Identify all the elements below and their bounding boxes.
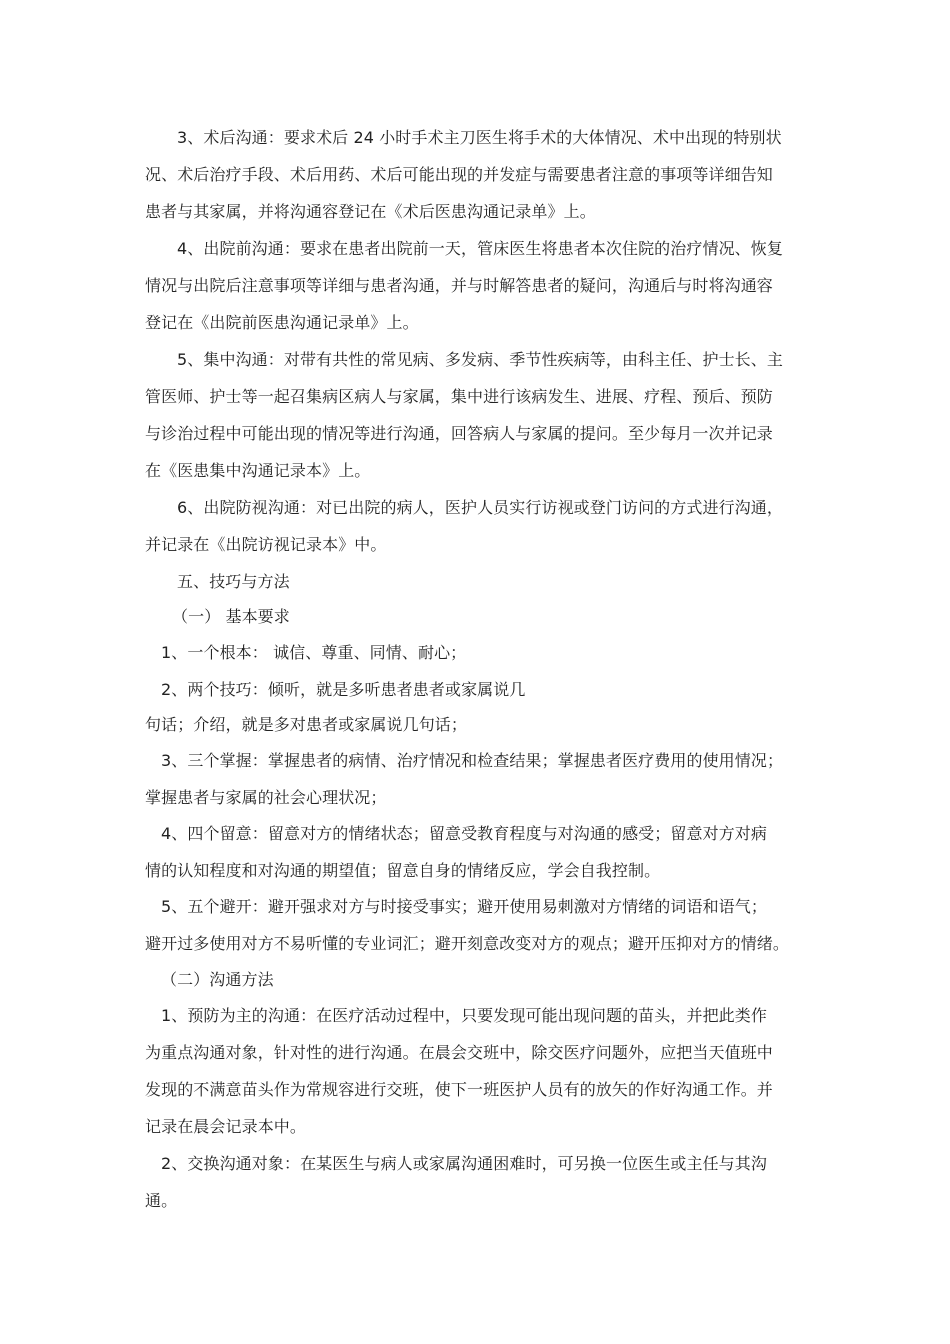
para-followup-line-2: 并记录在《出院访视记录本》中。: [145, 535, 387, 554]
para-discharge-line-1: 4、出院前沟通：要求在患者出院前一天，管床医生将患者本次住院的治疗情况、恢复: [177, 239, 783, 258]
item-one-root: 1、一个根本： 诚信、尊重、同情、耐心；: [161, 643, 467, 662]
para-group-line-2: 管医师、护士等一起召集病区病人与家属，集中进行该病发生、进展、疗程、预后、预防: [145, 387, 773, 406]
item-five-avoid-line-1: 5、五个避开：避开强求对方与时接受事实；避开使用易刺激对方情绪的词语和语气；: [161, 897, 767, 916]
item-three-grasp-line-1: 3、三个掌握：掌握患者的病情、治疗情况和检查结果；掌握患者医疗费用的使用情况；: [161, 751, 784, 770]
item-four-attention-line-2: 情的认知程度和对沟通的期望值；留意自身的情绪反应，学会自我控制。: [145, 861, 661, 880]
item-two-skills-line-1: 2、两个技巧：倾听，就是多听患者患者或家属说几: [161, 680, 526, 699]
para-discharge-line-3: 登记在《出院前医患沟通记录单》上。: [145, 313, 419, 332]
para-discharge-line-2: 情况与出院后注意事项等详细与患者沟通，并与时解答患者的疑问，沟通后与时将沟通容: [145, 276, 773, 295]
subsection-heading-methods: （二）沟通方法: [161, 970, 274, 989]
item-three-grasp-line-2: 掌握患者与家属的社会心理状况；: [145, 788, 387, 807]
method-prevention-line-4: 记录在晨会记录本中。: [145, 1117, 307, 1136]
para-postop-line-2: 况、术后治疗手段、术后用药、术后可能出现的并发症与需要患者注意的事项等详细告知: [145, 165, 773, 184]
para-followup-line-1: 6、出院防视沟通：对已出院的病人，医护人员实行访视或登门访问的方式进行沟通，: [177, 498, 783, 517]
method-exchange-line-1: 2、交换沟通对象：在某医生与病人或家属沟通困难时，可另换一位医生或主任与其沟: [161, 1154, 767, 1173]
method-prevention-line-2: 为重点沟通对象，针对性的进行沟通。在晨会交班中，除交医疗问题外，应把当天值班中: [145, 1043, 773, 1062]
item-two-skills-line-2: 句话；介绍，就是多对患者或家属说几句话；: [145, 715, 468, 734]
para-group-line-3: 与诊治过程中可能出现的情况等进行沟通，回答病人与家属的提问。至少每月一次并记录: [145, 424, 773, 443]
item-four-attention-line-1: 4、四个留意：留意对方的情绪状态；留意受教育程度与对沟通的感受；留意对方对病: [161, 824, 767, 843]
para-postop-line-1: 3、术后沟通：要求术后 24 小时手术主刀医生将手术的大体情况、术中出现的特别状: [177, 128, 782, 147]
para-postop-line-3: 患者与其家属，并将沟通容登记在《术后医患沟通记录单》上。: [145, 202, 596, 221]
item-five-avoid-line-2: 避开过多使用对方不易听懂的专业词汇；避开刻意改变对方的观点；避开压抑对方的情绪。: [145, 934, 790, 953]
method-prevention-line-1: 1、预防为主的沟通：在医疗活动过程中，只要发现可能出现问题的苗头，并把此类作: [161, 1006, 767, 1025]
section-heading-skills: 五、技巧与方法: [177, 572, 290, 591]
subsection-heading-basic: （一） 基本要求: [172, 607, 290, 626]
method-prevention-line-3: 发现的不满意苗头作为常规容进行交班，使下一班医护人员有的放矢的作好沟通工作。并: [145, 1080, 773, 1099]
para-group-line-1: 5、集中沟通：对带有共性的常见病、多发病、季节性疾病等，由科主任、护士长、主: [177, 350, 783, 369]
para-group-line-4: 在《医患集中沟通记录本》上。: [145, 461, 371, 480]
method-exchange-line-2: 通。: [145, 1191, 178, 1210]
